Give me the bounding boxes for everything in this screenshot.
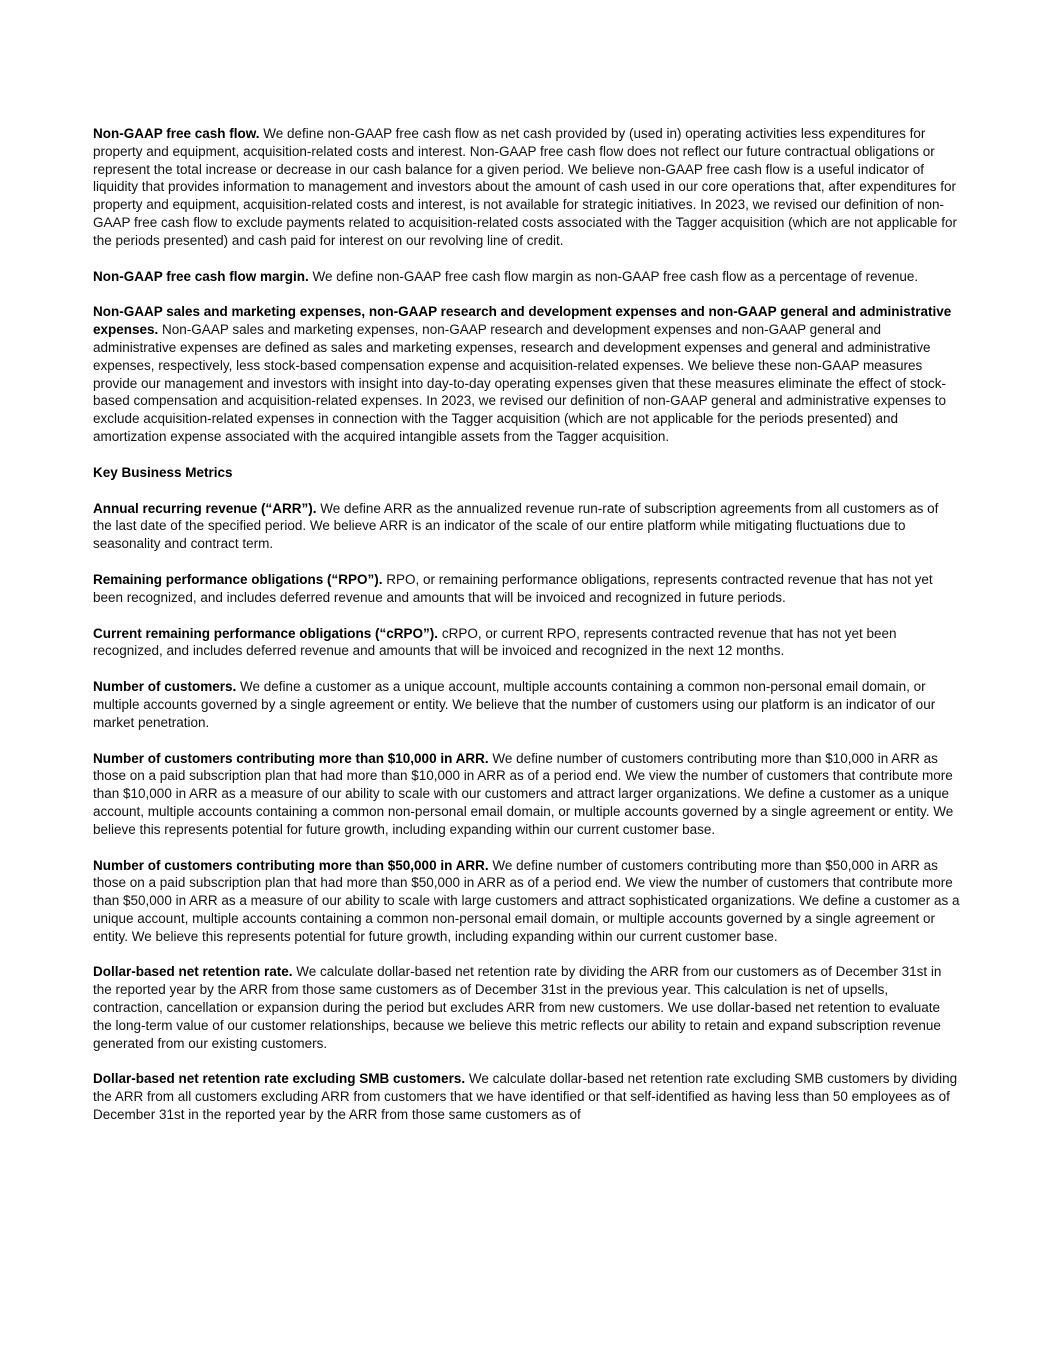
paragraph-lead: Current remaining performance obligations (“cRPO”).: [93, 625, 439, 641]
paragraph-lead: Number of customers contributing more than $50,000 in ARR.: [93, 857, 489, 873]
paragraph-body: We define a customer as a unique account, multiple accounts containing a common non-personal email domain, or multiple accounts governed by a single agreement or entity. We believe that the number of customers using our platform is an indicator of our market penetration.: [93, 679, 936, 730]
paragraph: [93, 303, 960, 445]
paragraph-lead: Annual recurring revenue (“ARR”).: [93, 500, 317, 516]
paragraph-body: We define non-GAAP free cash flow margin as non-GAAP free cash flow as a percentage of revenue.: [308, 268, 919, 284]
paragraph-lead: Non-GAAP free cash flow margin.: [93, 268, 309, 284]
paragraph-body: We define number of customers contributing more than $10,000 in ARR as those on a paid subscription plan that had more than $10,000 in ARR as of a period end. We view the number of customers that contribute more than $10,000 in ARR as a measure of our ability to scale with our customers and attract larger organizations. We define a customer as a unique account, multiple accounts containing a common non-personal email domain, or multiple accounts governed by a single agreement or entity. We believe this represents potential for future growth, including expanding within our current customer base.: [93, 750, 954, 837]
paragraph-body: We define number of customers contributing more than $50,000 in ARR as those on a paid subscription plan that had more than $50,000 in ARR as of a period end. We view the number of customers that contribute more than $50,000 in ARR as a measure of our ability to scale with large customers and attract sophisticated organizations. We define a customer as a unique account, multiple accounts containing a common non-personal email domain, or multiple accounts governed by a single agreement or entity. We believe this represents potential for future growth, including expanding within our current customer base.: [93, 857, 960, 944]
paragraph-body: We calculate dollar-based net retention rate by dividing the ARR from our customers as of December 31st in the reported year by the ARR from those same customers as of December 31st in the previous year. This calculation is net of upsells, contraction, cancellation or expansion during the period but excludes ARR from new customers. We use dollar-based net retention to evaluate the long-term value of our customer relationships, because we believe this metric reflects our ability to retain and expand subscription revenue generated from our existing customers.: [93, 964, 942, 1051]
paragraph-lead: Dollar-based net retention rate.: [93, 964, 293, 980]
paragraph-lead: Non-GAAP free cash flow.: [93, 126, 260, 141]
paragraph-lead: Non-GAAP sales and marketing expenses, non-GAAP research and development expenses and non-GAAP general and administrative expenses.: [93, 304, 952, 338]
paragraph: [93, 678, 960, 731]
paragraph-body: Non-GAAP sales and marketing expenses, non-GAAP research and development expenses and non-GAAP general and administrative expenses are defined as sales and marketing expenses, research and development expenses and general and administrative expenses, respectively, less stock-based compensation expense and acquisition-related expenses. We believe these non-GAAP measures provide our management and investors with insight into day-to-day operating expenses given that these measures eliminate the effect of stock-based compensation and acquisition-related expenses. In 2023, we revised our definition of non-GAAP general and administrative expenses to exclude acquisition-related expenses in connection with the Tagger acquisition (which are not applicable for the periods presented) and amortization expense associated with the acquired intangible assets from the Tagger acquisition.: [93, 322, 947, 444]
paragraph: [93, 125, 960, 250]
paragraph-lead: Dollar-based net retention rate excluding SMB customers.: [93, 1071, 466, 1087]
paragraph: [93, 500, 960, 553]
paragraph: [93, 750, 960, 839]
paragraph: [93, 625, 960, 661]
paragraph: [93, 1070, 960, 1123]
paragraph-body: cRPO, or current RPO, represents contracted revenue that has not yet been recognized, and includes deferred revenue and amounts that will be invoiced and recognized in the next 12 months.: [93, 625, 897, 659]
paragraph: [93, 857, 960, 946]
paragraph: [93, 268, 960, 286]
paragraph: [93, 963, 960, 1052]
paragraph-lead: Remaining performance obligations (“RPO”).: [93, 571, 383, 587]
paragraph-lead: Number of customers.: [93, 679, 237, 695]
paragraph-body: We define ARR as the annualized revenue run-rate of subscription agreements from all customers as of the last date of the specified period. We believe ARR is an indicator of the scale of our entire platform while mitigating fluctuations due to seasonality and contract term.: [93, 500, 939, 552]
section-heading: Key Business Metrics: [93, 464, 233, 480]
paragraph-lead: Number of customers contributing more than $10,000 in ARR.: [93, 750, 489, 766]
document-body: [93, 125, 960, 1124]
paragraph-body: We define non-GAAP free cash flow as net cash provided by (used in) operating activities less expenditures for property and equipment, acquisition-related costs and interest. Non-GAAP free cash flow does not reflect our future contractual obligations or represent the total increase or decrease in our cash balance for a given period. We believe non-GAAP free cash flow is a useful indicator of liquidity that provides information to management and investors about the amount of cash used in our core operations that, after expenditures for property and equipment, acquisition-related costs and interest, is not available for strategic initiatives. In 2023, we revised our definition of non-GAAP free cash flow to exclude payments related to acquisition-related costs associated with the Tagger acquisition (which are not applicable for the periods presented) and cash paid for interest on our revolving line of credit.: [93, 126, 957, 248]
paragraph: [93, 571, 960, 607]
paragraph-body: We calculate dollar-based net retention rate excluding SMB customers by dividing the ARR from all customers excluding ARR from customers that we have identified or that self-identified as having less than 50 employees as of December 31st in the reported year by the ARR from those same customers as of: [93, 1071, 958, 1123]
paragraph-body: RPO, or remaining performance obligations, represents contracted revenue that has not yet been recognized, and includes deferred revenue and amounts that will be invoiced and recognized in future periods.: [93, 571, 933, 605]
